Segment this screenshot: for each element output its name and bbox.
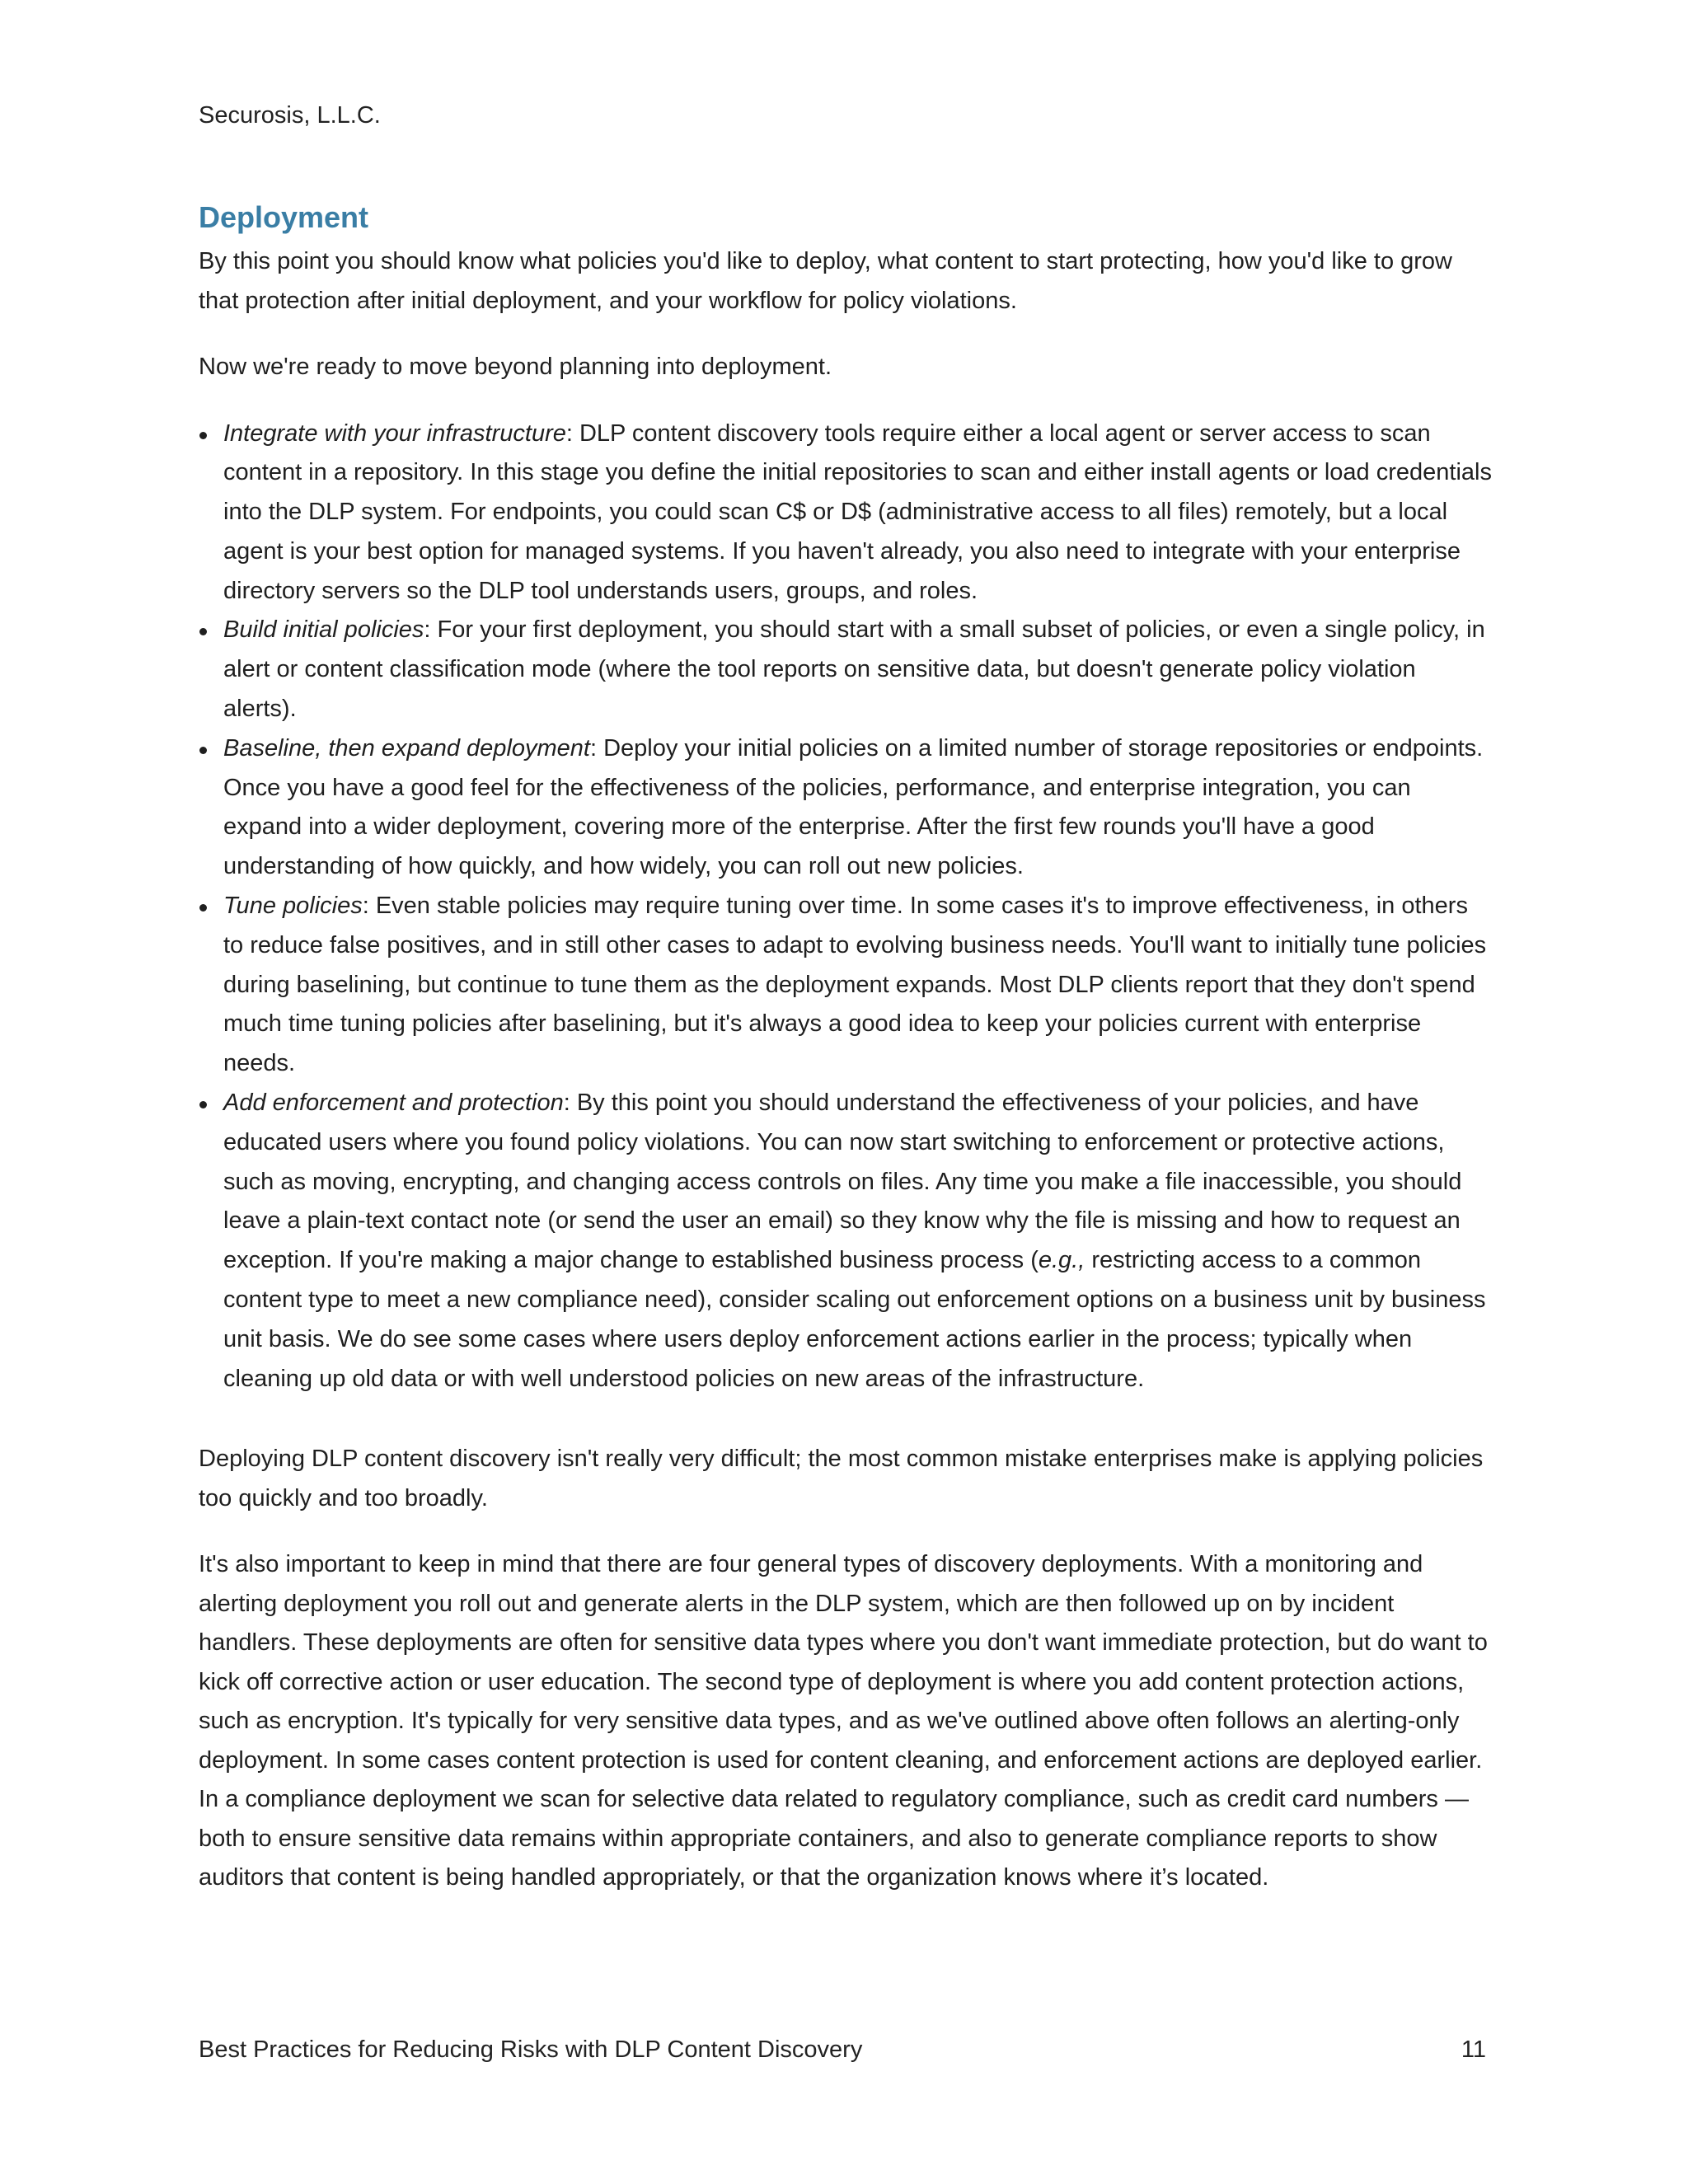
footer-title: Best Practices for Reducing Risks with DLP Content Discovery (199, 2036, 863, 2063)
step-text: : Even stable policies may require tuning over time. In some cases it's to improve effectiveness, in others to reduce false positives, and in still other cases to adapt to evolving business needs. You'll want to initially tune policies during baselining, but continue to tune them as the deployment expands. Most DLP clients report that they don't spend much time tuning policies after baselining, but it's always a good idea to keep your policies current with enterprise needs. (223, 893, 1487, 1077)
list-item (199, 1084, 1493, 1399)
step-lead: Tune policies (223, 893, 363, 920)
bullet-icon (199, 1101, 207, 1108)
closing-paragraph-1: Deploying DLP content discovery isn't really very difficult; the most common mistake enterprises make is applying policies too quickly and too broadly. (199, 1446, 1484, 1511)
step-lead: Build initial policies (223, 616, 424, 644)
step-text: : DLP content discovery tools require either a local agent or server access to scan content in a repository. In this stage you define the initial repositories to scan and either install agents or load credentials into the DLP system. For endpoints, you could scan C$ or D$ (administrative access to all files) remotely, but a local agent is your best option for managed systems. If you haven't already, you also need to integrate with your enterprise directory servers so the DLP tool understands users, groups, and roles. (223, 419, 1492, 604)
list-item (199, 729, 1493, 887)
bullet-icon (199, 904, 207, 912)
page-number: 11 (1461, 2036, 1486, 2063)
bullet-icon (199, 747, 207, 754)
section-title: Deployment (199, 200, 369, 234)
step-text-after-eg: restricting access to a common content type to meet a new compliance need), consider scaling out enforcement options on a business unit by business unit basis. We do see some cases where users deploy enforcement actions earlier in the process; typically when cleaning up old data or with well understood policies on new areas of the infrastructure. (223, 1247, 1486, 1392)
ready-paragraph: Now we're ready to move beyond planning into deployment. (199, 354, 832, 380)
step-lead: Integrate with your infrastructure (223, 419, 566, 447)
list-item (199, 611, 1493, 729)
step-lead: Add enforcement and protection (223, 1090, 564, 1117)
step-text: : Deploy your initial policies on a limited number of storage repositories or endpoints. Once you have a good feel for the effectiveness of the policies, performance, and enterprise integration, you can expand into a wider deployment, covering more of the enterprise. After the first few rounds you'll have a good understanding of how quickly, and how widely, you can roll out new policies. (223, 734, 1484, 880)
intro-paragraph: By this point you should know what policies you'd like to deploy, what content to start protecting, how you'd like to grow that protection after initial deployment, and your workflow for policy violations. (199, 248, 1452, 314)
closing-paragraph-2: It's also important to keep in mind that there are four general types of discovery deployments. With a monitoring and alerting deployment you roll out and generate alerts in the DLP system, which are then followed up on by incident handlers. These deployments are often for sensitive data types where you don't want immediate protection, but do want to kick off corrective action or user education. The second type of deployment is where you add content protection actions, such as encryption. It's typically for very sensitive data types, and as we've outlined above often follows an alerting-only deployment. In some cases content protection is used for content cleaning, and enforcement actions are deployed earlier. In a compliance deployment we scan for selective data related to regulatory compliance, such as credit card numbers — both to ensure sensitive data remains within appropriate containers, and also to generate compliance reports to show auditors that content is being handled appropriately, or that the organization knows where it’s located. (199, 1551, 1488, 1891)
page-content (199, 196, 1493, 1925)
running-header: Securosis, L.L.C. (199, 102, 381, 129)
eg-abbreviation: e.g., (1038, 1247, 1085, 1274)
list-item (199, 887, 1493, 1084)
step-lead: Baseline, then expand deployment (223, 734, 590, 762)
list-item (199, 415, 1493, 612)
bullet-icon (199, 628, 207, 635)
step-text-before-eg: : By this point you should understand the effectiveness of your policies, and have educated users where you found policy violations. You can now start switching to enforcement or protective actions, such as moving, encrypting, and changing access controls on files. Any time you make a file inaccessible, you should leave a plain-text contact note (or send the user an email) so they know why the file is missing and how to request an exception. If you're making a major change to established business process ( (223, 1090, 1462, 1274)
bullet-icon (199, 432, 207, 439)
step-text: : For your first deployment, you should start with a small subset of policies, or even a single policy, in alert or content classification mode (where the tool reports on sensitive data, but doesn't generate policy violation alerts). (223, 616, 1485, 723)
deployment-steps-list (199, 415, 1493, 1399)
